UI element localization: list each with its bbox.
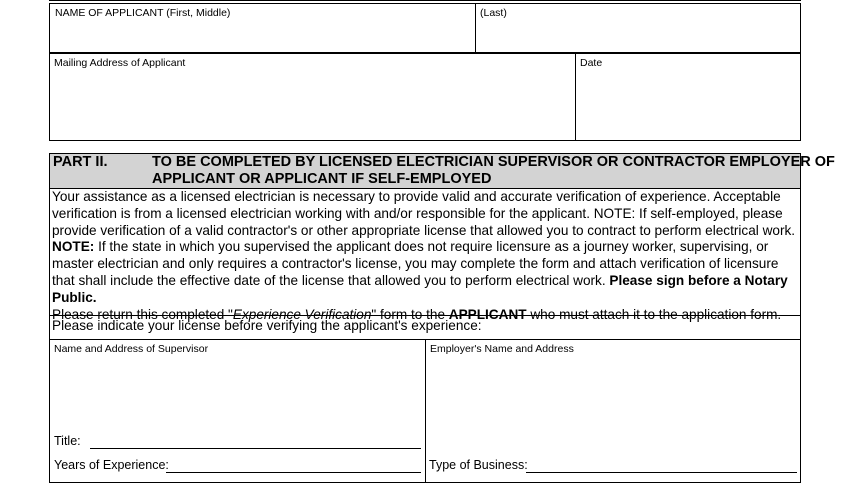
instructions-applicant: APPLICANT — [448, 306, 527, 322]
part2-title-line2: APPLICANT OR APPLICANT IF SELF-EMPLOYED — [152, 171, 492, 187]
applicant-last-field[interactable] — [475, 3, 801, 53]
instructions-p3b: " form to the — [371, 306, 449, 322]
applicant-first-middle-label: NAME OF APPLICANT (First, Middle) — [55, 7, 231, 19]
instructions-form-name: Experience Verification — [232, 306, 372, 322]
years-experience-input-line[interactable] — [166, 472, 421, 473]
instructions-p2: If the state in which you supervised the applicant does not require licensure as a journey worker, supervising, or master electrician and only requires a contractor's license, you may complete the form and attach verification of licensure that shall include the effective date of the license that allowed you to perform electrical work. — [52, 239, 779, 288]
mailing-address-field[interactable] — [49, 53, 576, 141]
date-label: Date — [580, 57, 603, 69]
supervisor-label: Name and Address of Supervisor — [54, 343, 209, 355]
instructions-sign-notary: Please sign before a Notary Public. — [52, 272, 788, 305]
type-of-business-input-line[interactable] — [526, 472, 797, 473]
instructions-p3a: Please return this completed " — [52, 306, 233, 322]
date-field[interactable] — [575, 53, 801, 141]
part2-header — [49, 153, 835, 189]
years-experience-label: Years of Experience: — [54, 458, 169, 472]
part2-instructions — [52, 189, 798, 322]
employer-label: Employer's Name and Address — [430, 343, 574, 355]
title-label: Title: — [54, 434, 81, 448]
type-of-business-label: Type of Business: — [429, 458, 528, 472]
instructions-p3c: who must attach it to the application form. — [526, 306, 782, 322]
part2-title-line1: TO BE COMPLETED BY LICENSED ELECTRICIAN SUPERVISOR OR CONTRACTOR EMPLOYER OF — [152, 154, 835, 170]
instructions-note: NOTE: — [52, 239, 95, 255]
applicant-last-label: (Last) — [480, 7, 507, 19]
mailing-address-label: Mailing Address of Applicant — [54, 57, 186, 69]
part2-divider — [49, 315, 801, 316]
applicant-first-middle-field[interactable] — [49, 3, 476, 53]
instructions-p1: Your assistance as a licensed electrician is necessary to provide valid and accurate verification of experience. Acceptable verification is from a licensed electrician working with and/or responsible for the applicant. NOTE: If self-employed, please provide verification of a valid contractor's or other appropriate license that allowed you to contract to perform electrical work. — [52, 189, 796, 238]
indicate-license-text: Please indicate your license before verifying the applicant's experience: — [52, 318, 482, 333]
part2-label: PART II. — [53, 154, 108, 170]
title-input-line[interactable] — [90, 448, 421, 449]
